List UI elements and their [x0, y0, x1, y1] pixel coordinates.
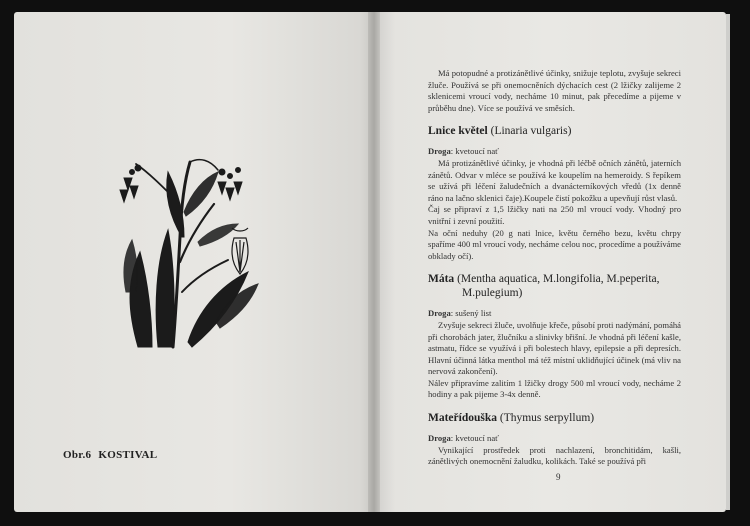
- droga-value: : kvetoucí nať: [450, 433, 499, 444]
- droga-label: Droga: [428, 433, 451, 444]
- herb-body: Čaj se připraví z 1,5 lžičky nati na 250 ml vroucí vody. Vhodný pro vnitřní i zevní použití.: [428, 204, 681, 226]
- droga-line: [428, 146, 681, 158]
- herb-heading: [428, 272, 681, 300]
- droga-value: : kvetoucí nať: [450, 146, 499, 157]
- page-edge: [726, 14, 730, 510]
- figure-caption: [63, 449, 161, 461]
- herb-latin-name: (Linaria vulgaris): [490, 125, 572, 138]
- herb-body: Má protizánětlivé účinky, je vhodná při léčbě očních zánětů, jaterních zánětů. Odvar v mléce se používá ke koupelím na hemeroidy. S řepíkem se užívá při léčení žaludečních a dvanácterníkových vředů (1x denně ráno na lačno sklenici čaje).Koupele čistí pokožku a upevňují růst vlasů.: [428, 157, 681, 203]
- herb-body: Nálev připravíme zalitím 1 lžičky drogy 500 ml vroucí vody, necháme 2 hodiny a pak pijeme 3-4x denně.: [428, 377, 681, 400]
- herb-latin-name: (Mentha aquatica, M.longifolia, M.peperita,: [457, 273, 660, 286]
- herb-latin-name: (Thymus serpyllum): [499, 412, 595, 425]
- text-column: [428, 68, 681, 468]
- herb-latin-name-cont: M.pulegium): [462, 287, 523, 300]
- herb-body: Zvyšuje sekreci žluče, uvolňuje křeče, působí proti nadýmání, pomáhá při chorobách jater, žlučníku a slinivky břišní. Je vhodná při léčení kašle, astmatu, řídce se využívá i při bolestech hlavy, epilepsie a při depresích. Hlavní účinná látka menthol má též místní uklidňující účinek (má vliv na nervová zakončení).: [428, 319, 681, 377]
- herb-name: Mateřídouška: [428, 412, 497, 425]
- herb-name: Máta: [428, 273, 455, 286]
- herb-name: Lnice květel: [428, 125, 488, 138]
- droga-label: Droga: [428, 146, 451, 157]
- herb-body: Na oční neduhy (20 g nati lnice, květu černého bezu, květu chrpy spaříme 400 ml vroucí vody, necháme celou noc, procedíme a používáme obklady očí).: [428, 227, 681, 261]
- page-number: 9: [556, 472, 561, 482]
- droga-line: [428, 308, 681, 320]
- herb-heading: [428, 124, 681, 138]
- figure-title: KOSTIVAL: [98, 449, 158, 461]
- droga-label: Droga: [428, 308, 451, 319]
- droga-line: [428, 433, 681, 445]
- droga-value: : sušený list: [450, 308, 492, 319]
- herb-heading: [428, 411, 681, 425]
- herb-body: Vynikající prostředek proti nachlazení, bronchitidám, kašli, zánětlivých onemocnění žaludku, kolikách. Také se používá při: [428, 444, 681, 467]
- figure-number: Obr.6: [63, 449, 92, 461]
- book-spine: [368, 12, 380, 512]
- intro-paragraph: Má potopudné a protizánětlivé účinky, snižuje teplotu, zvyšuje sekreci žluče. Používá se při onemocněních dýchacích cest (2 lžičky zalijeme 2 sklenicemi vroucí vody, necháme 10 minut, pak přecedíme a pijeme v průběhu dne). Více se používá ve směsích.: [428, 68, 681, 113]
- kostival-illustration: [118, 142, 268, 352]
